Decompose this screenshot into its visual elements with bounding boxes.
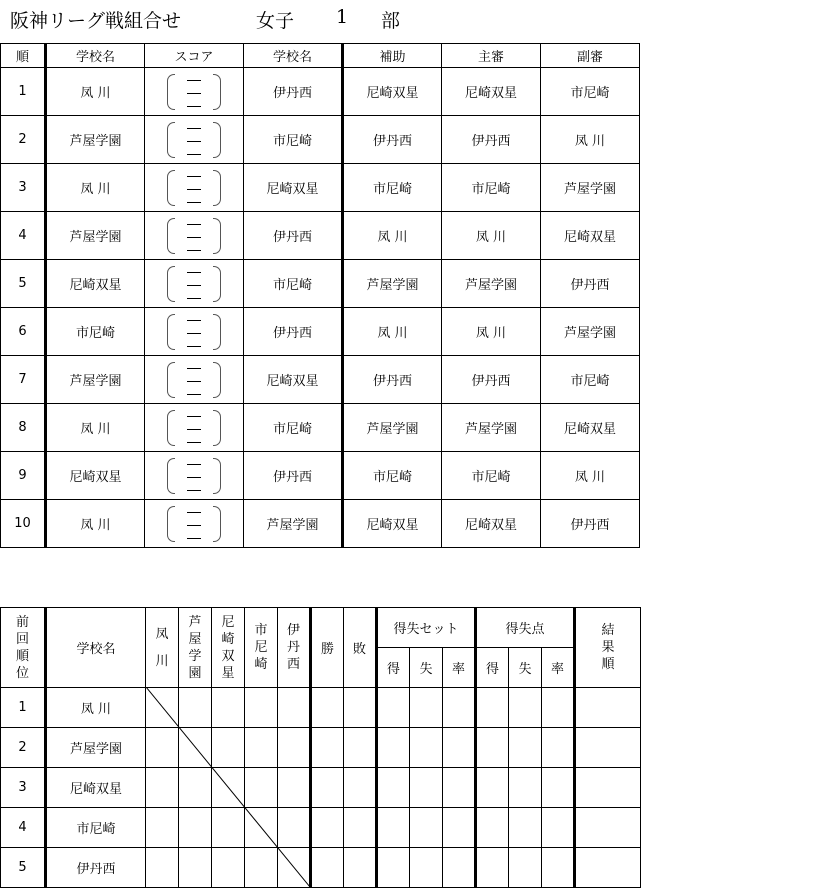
auxiliary-cell: 尼崎双星	[343, 68, 442, 116]
header-loss: 敗	[344, 608, 377, 688]
win-cell	[311, 768, 344, 808]
schedule-row	[1, 68, 640, 116]
auxiliary-cell: 芦屋学園	[343, 404, 442, 452]
header-point-rate: 率	[542, 648, 575, 688]
match-result-cell	[212, 808, 245, 848]
sub-referee-cell: 尼崎双星	[541, 212, 640, 260]
match-result-cell	[278, 768, 311, 808]
point-diff-cell	[509, 688, 542, 728]
auxiliary-cell: 芦屋学園	[343, 260, 442, 308]
schedule-row	[1, 356, 640, 404]
set-diff-cell	[410, 768, 443, 808]
header-set-diff: 得失セット	[377, 608, 476, 648]
schedule-row	[1, 212, 640, 260]
set-diff-cell	[377, 808, 410, 848]
score-cell	[145, 164, 244, 212]
loss-cell	[344, 808, 377, 848]
title-division-number: 1	[336, 6, 349, 28]
match-result-cell	[212, 848, 245, 888]
school-cell: 市尼崎	[46, 808, 146, 848]
sub-referee-cell: 芦屋学園	[541, 308, 640, 356]
order-cell: 1	[1, 68, 46, 116]
school-a-cell: 芦屋学園	[46, 212, 145, 260]
referee-cell: 芦屋学園	[442, 260, 541, 308]
win-cell	[311, 808, 344, 848]
referee-cell: 市尼崎	[442, 452, 541, 500]
set-diff-cell	[410, 728, 443, 768]
sub-referee-cell: 市尼崎	[541, 356, 640, 404]
header-set-rate: 率	[443, 648, 476, 688]
set-diff-cell	[443, 688, 476, 728]
header-opponent-4: 市 尼 崎	[245, 608, 278, 688]
match-result-cell	[278, 808, 311, 848]
referee-cell: 伊丹西	[442, 116, 541, 164]
standings-row	[1, 808, 641, 848]
point-diff-cell	[509, 728, 542, 768]
score-cell	[145, 68, 244, 116]
school-a-cell: 凤 川	[46, 404, 145, 452]
loss-cell	[344, 688, 377, 728]
score-bracket	[165, 312, 223, 352]
sub-referee-cell: 市尼崎	[541, 68, 640, 116]
referee-cell: 尼崎双星	[442, 68, 541, 116]
school-a-cell: 芦屋学園	[46, 116, 145, 164]
schedule-row	[1, 116, 640, 164]
match-result-cell	[245, 808, 278, 848]
score-cell	[145, 308, 244, 356]
result-rank-cell	[575, 688, 641, 728]
referee-cell: 芦屋学園	[442, 404, 541, 452]
schedule-row	[1, 404, 640, 452]
set-diff-cell	[443, 728, 476, 768]
match-result-cell	[212, 728, 245, 768]
result-rank-cell	[575, 728, 641, 768]
score-cell	[145, 404, 244, 452]
referee-cell: 凤 川	[442, 308, 541, 356]
match-result-cell	[245, 688, 278, 728]
point-diff-cell	[542, 808, 575, 848]
prev-rank-cell: 5	[1, 848, 46, 888]
auxiliary-cell: 凤 川	[343, 212, 442, 260]
score-bracket	[165, 504, 223, 544]
header-opponent-1: 凤 川	[146, 608, 179, 688]
order-cell: 4	[1, 212, 46, 260]
win-cell	[311, 728, 344, 768]
score-bracket	[165, 120, 223, 160]
sub-referee-cell: 伊丹西	[541, 260, 640, 308]
schedule-header-row	[1, 44, 640, 68]
schedule-row	[1, 500, 640, 548]
school-b-cell: 尼崎双星	[244, 356, 343, 404]
school-b-cell: 伊丹西	[244, 308, 343, 356]
title-division-label: 部	[381, 10, 401, 32]
order-cell: 2	[1, 116, 46, 164]
header-set-gain: 得	[377, 648, 410, 688]
point-diff-cell	[476, 808, 509, 848]
school-b-cell: 芦屋学園	[244, 500, 343, 548]
header-point-gain: 得	[476, 648, 509, 688]
sub-referee-cell: 伊丹西	[541, 500, 640, 548]
referee-cell: 凤 川	[442, 212, 541, 260]
set-diff-cell	[443, 768, 476, 808]
schedule-row	[1, 164, 640, 212]
schedule-row	[1, 452, 640, 500]
match-result-cell	[179, 848, 212, 888]
header-point-diff: 得失点	[476, 608, 575, 648]
school-a-cell: 凤 川	[46, 500, 145, 548]
header-opponent-3: 尼 崎 双 星	[212, 608, 245, 688]
sub-referee-cell: 凤 川	[541, 116, 640, 164]
header-point-lose: 失	[509, 648, 542, 688]
match-result-cell	[278, 848, 311, 888]
standings-body	[1, 688, 641, 888]
score-cell	[145, 356, 244, 404]
point-diff-cell	[542, 728, 575, 768]
school-b-cell: 市尼崎	[244, 116, 343, 164]
school-b-cell: 市尼崎	[244, 260, 343, 308]
schedule-row	[1, 308, 640, 356]
header-auxiliary: 補助	[343, 44, 442, 68]
sub-referee-cell: 尼崎双星	[541, 404, 640, 452]
win-cell	[311, 848, 344, 888]
school-cell: 尼崎双星	[46, 768, 146, 808]
score-cell	[145, 212, 244, 260]
header-opponent-5: 伊 丹 西	[278, 608, 311, 688]
score-bracket	[165, 264, 223, 304]
school-cell: 伊丹西	[46, 848, 146, 888]
header-score: スコア	[145, 44, 244, 68]
point-diff-cell	[509, 768, 542, 808]
order-cell: 6	[1, 308, 46, 356]
score-cell	[145, 452, 244, 500]
school-b-cell: 伊丹西	[244, 212, 343, 260]
match-result-cell	[146, 848, 179, 888]
match-result-cell	[179, 688, 212, 728]
score-bracket	[165, 72, 223, 112]
match-result-cell	[146, 688, 179, 728]
standings-table	[0, 607, 641, 888]
auxiliary-cell: 伊丹西	[343, 116, 442, 164]
schedule-table	[0, 43, 640, 548]
prev-rank-cell: 2	[1, 728, 46, 768]
order-cell: 5	[1, 260, 46, 308]
score-bracket	[165, 408, 223, 448]
match-result-cell	[179, 808, 212, 848]
set-diff-cell	[410, 808, 443, 848]
set-diff-cell	[377, 848, 410, 888]
score-bracket	[165, 456, 223, 496]
point-diff-cell	[542, 768, 575, 808]
set-diff-cell	[377, 768, 410, 808]
order-cell: 10	[1, 500, 46, 548]
school-a-cell: 尼崎双星	[46, 452, 145, 500]
point-diff-cell	[476, 848, 509, 888]
schedule-body	[1, 68, 640, 548]
auxiliary-cell: 凤 川	[343, 308, 442, 356]
sub-referee-cell: 芦屋学園	[541, 164, 640, 212]
header-win: 勝	[311, 608, 344, 688]
school-cell: 凤 川	[46, 688, 146, 728]
school-a-cell: 凤 川	[46, 68, 145, 116]
school-b-cell: 伊丹西	[244, 452, 343, 500]
score-cell	[145, 260, 244, 308]
title-sub: 女子	[256, 10, 295, 32]
match-result-cell	[146, 728, 179, 768]
standings-row	[1, 848, 641, 888]
win-cell	[311, 688, 344, 728]
school-a-cell: 市尼崎	[46, 308, 145, 356]
header-school-a: 学校名	[46, 44, 145, 68]
match-result-cell	[245, 768, 278, 808]
match-result-cell	[212, 768, 245, 808]
school-a-cell: 芦屋学園	[46, 356, 145, 404]
match-result-cell	[245, 728, 278, 768]
point-diff-cell	[509, 848, 542, 888]
score-cell	[145, 116, 244, 164]
header-prev-rank: 前 回 順 位	[1, 608, 46, 688]
loss-cell	[344, 768, 377, 808]
point-diff-cell	[476, 768, 509, 808]
match-result-cell	[278, 728, 311, 768]
referee-cell: 尼崎双星	[442, 500, 541, 548]
loss-cell	[344, 728, 377, 768]
point-diff-cell	[476, 688, 509, 728]
header-order: 順	[1, 44, 46, 68]
header-set-lose: 失	[410, 648, 443, 688]
header-sub-referee: 副審	[541, 44, 640, 68]
school-b-cell: 伊丹西	[244, 68, 343, 116]
school-b-cell: 尼崎双星	[244, 164, 343, 212]
sub-referee-cell: 凤 川	[541, 452, 640, 500]
set-diff-cell	[443, 848, 476, 888]
match-result-cell	[146, 768, 179, 808]
match-result-cell	[179, 768, 212, 808]
prev-rank-cell: 4	[1, 808, 46, 848]
auxiliary-cell: 尼崎双星	[343, 500, 442, 548]
set-diff-cell	[410, 688, 443, 728]
referee-cell: 市尼崎	[442, 164, 541, 212]
point-diff-cell	[542, 848, 575, 888]
point-diff-cell	[476, 728, 509, 768]
standings-row	[1, 688, 641, 728]
match-result-cell	[245, 848, 278, 888]
order-cell: 3	[1, 164, 46, 212]
match-result-cell	[179, 728, 212, 768]
prev-rank-cell: 3	[1, 768, 46, 808]
standings-row	[1, 728, 641, 768]
set-diff-cell	[443, 808, 476, 848]
result-rank-cell	[575, 808, 641, 848]
school-a-cell: 尼崎双星	[46, 260, 145, 308]
result-rank-cell	[575, 768, 641, 808]
order-cell: 8	[1, 404, 46, 452]
point-diff-cell	[509, 808, 542, 848]
order-cell: 9	[1, 452, 46, 500]
score-bracket	[165, 168, 223, 208]
header-referee: 主審	[442, 44, 541, 68]
score-cell	[145, 500, 244, 548]
title-main: 阪神リーグ戦組合せ	[10, 10, 182, 32]
header-result-rank: 結 果 順	[575, 608, 641, 688]
auxiliary-cell: 市尼崎	[343, 164, 442, 212]
set-diff-cell	[410, 848, 443, 888]
header-school: 学校名	[46, 608, 146, 688]
score-bracket	[165, 360, 223, 400]
score-bracket	[165, 216, 223, 256]
auxiliary-cell: 市尼崎	[343, 452, 442, 500]
header-school-b: 学校名	[244, 44, 343, 68]
prev-rank-cell: 1	[1, 688, 46, 728]
standings-row	[1, 768, 641, 808]
match-result-cell	[278, 688, 311, 728]
match-result-cell	[146, 808, 179, 848]
point-diff-cell	[542, 688, 575, 728]
set-diff-cell	[377, 688, 410, 728]
school-a-cell: 凤 川	[46, 164, 145, 212]
auxiliary-cell: 伊丹西	[343, 356, 442, 404]
referee-cell: 伊丹西	[442, 356, 541, 404]
set-diff-cell	[377, 728, 410, 768]
school-cell: 芦屋学園	[46, 728, 146, 768]
order-cell: 7	[1, 356, 46, 404]
loss-cell	[344, 848, 377, 888]
result-rank-cell	[575, 848, 641, 888]
match-result-cell	[212, 688, 245, 728]
school-b-cell: 市尼崎	[244, 404, 343, 452]
header-opponent-2: 芦 屋 学 園	[179, 608, 212, 688]
schedule-row	[1, 260, 640, 308]
